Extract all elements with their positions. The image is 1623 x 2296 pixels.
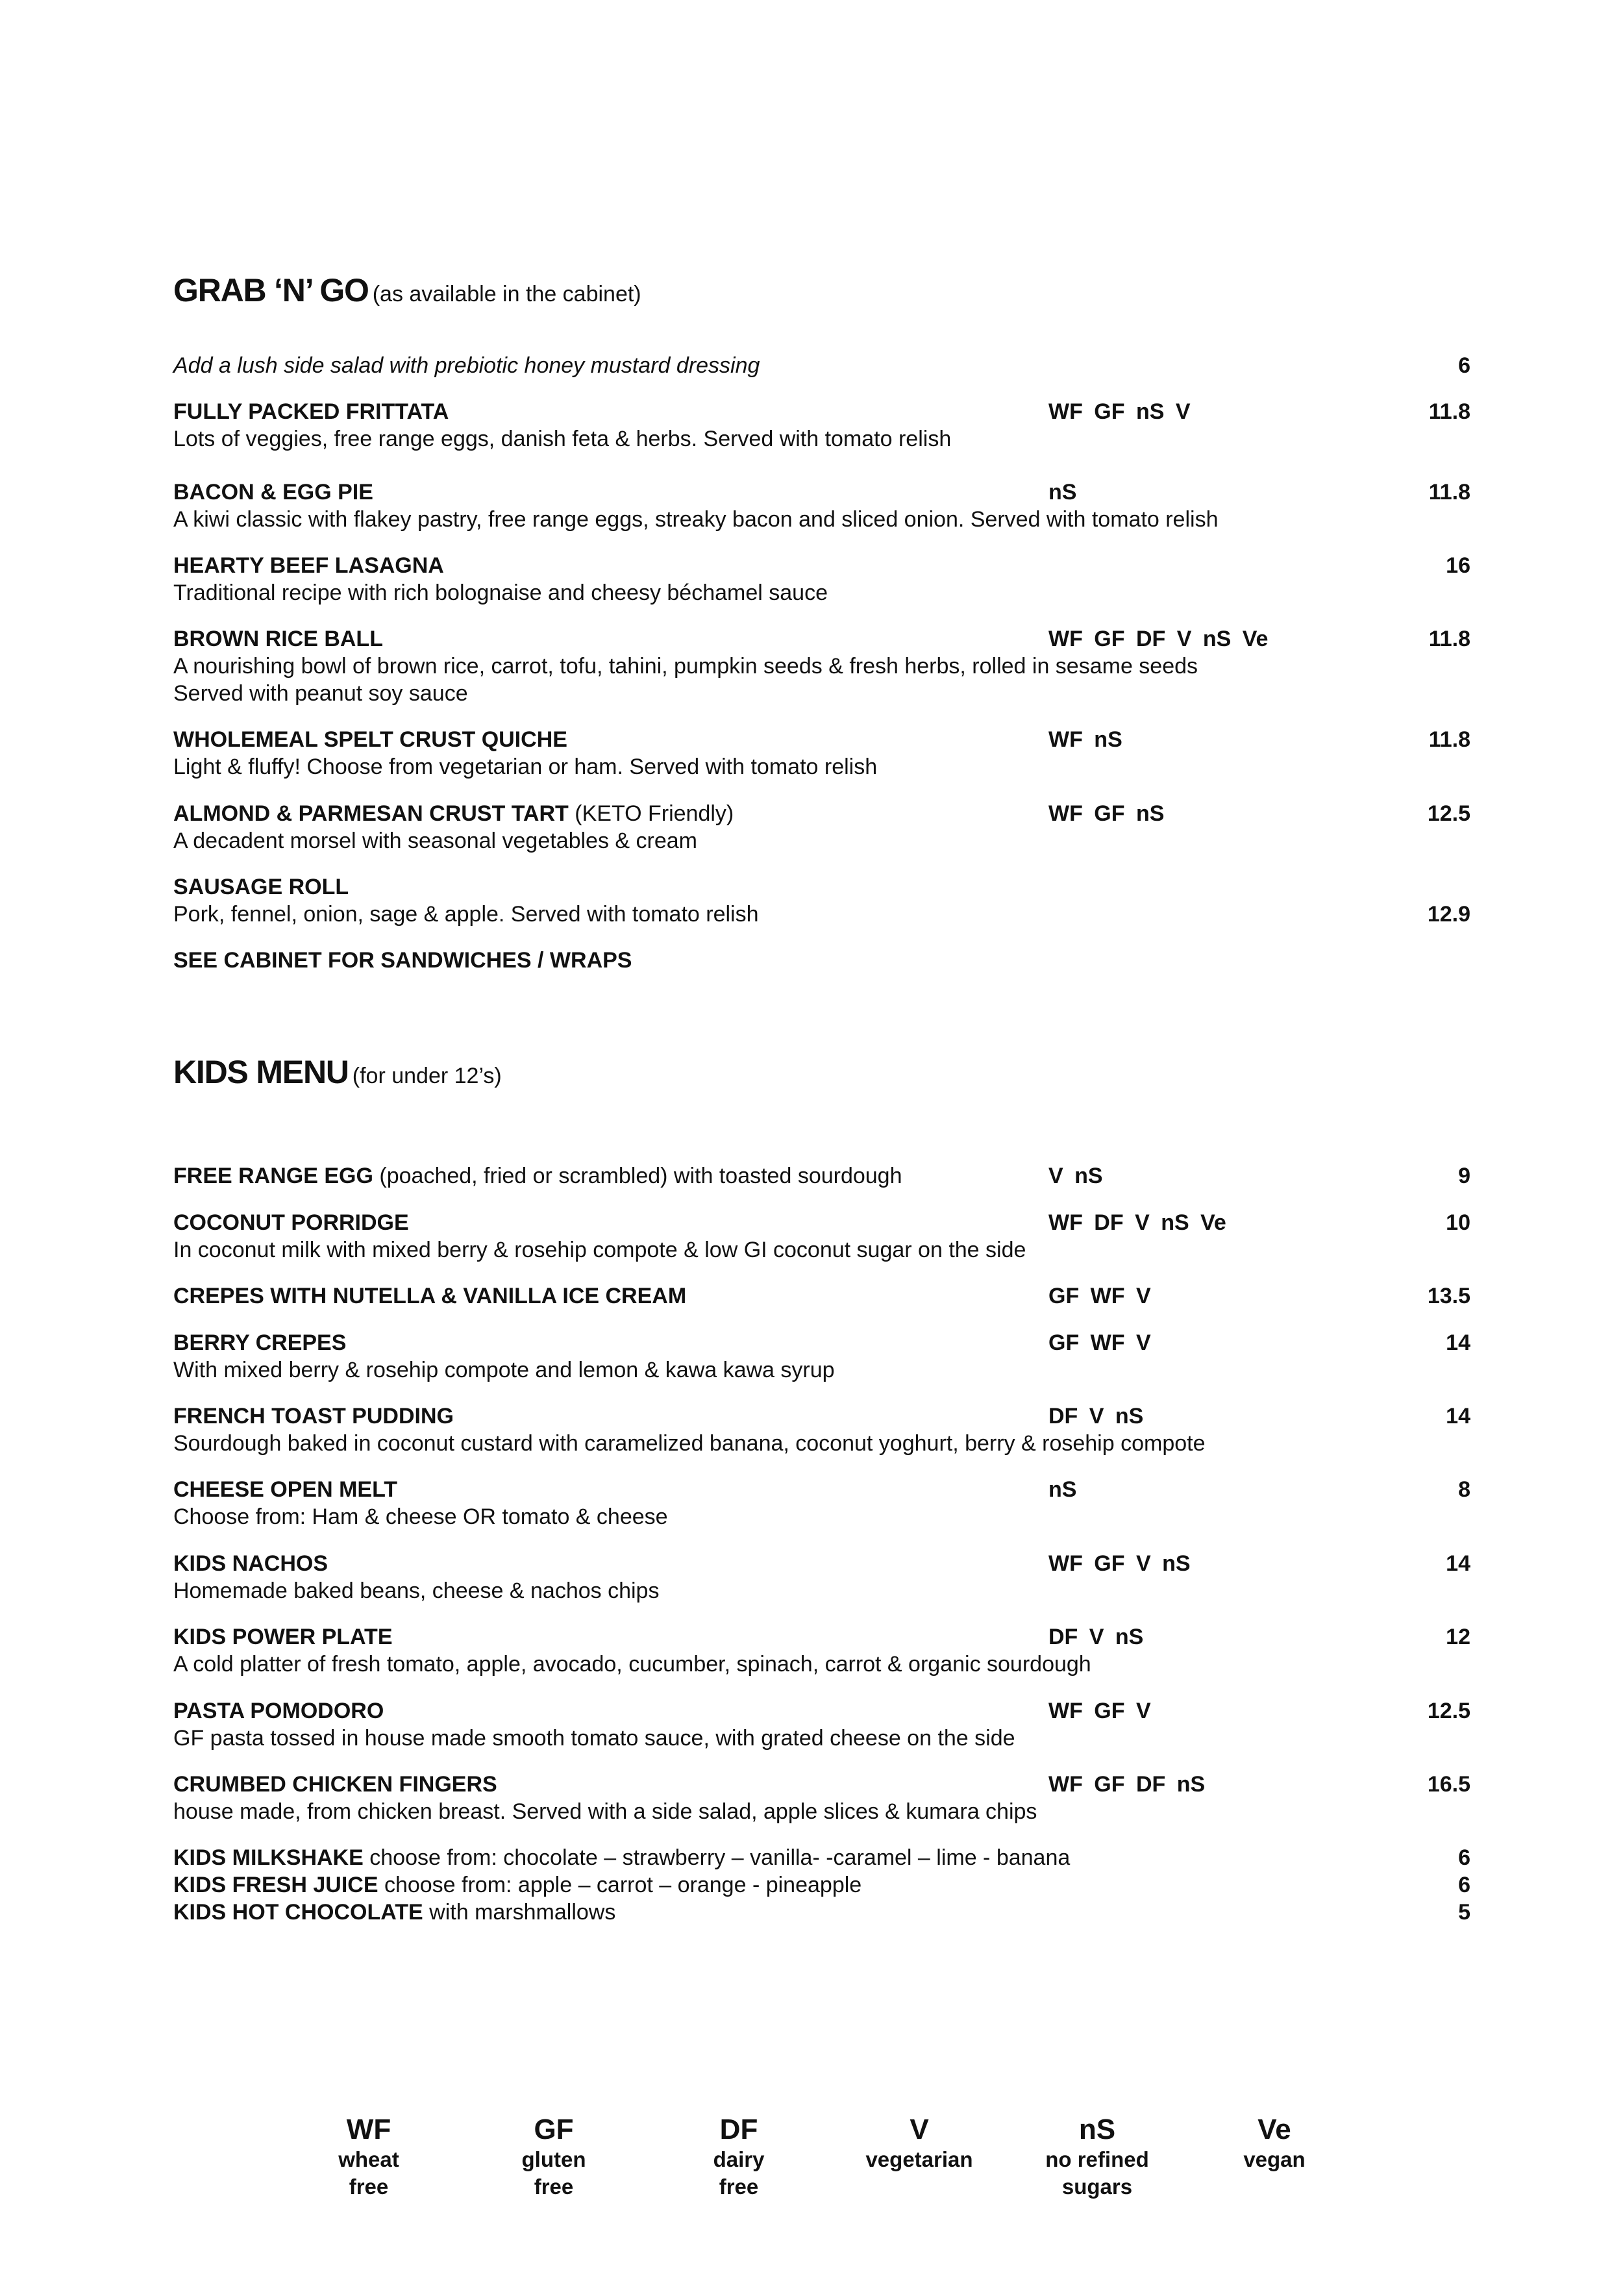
item-dietary-tags: DF V nS [1048,1404,1144,1429]
grab-section-title [173,271,641,309]
legend-code: nS [1078,2114,1116,2145]
item-description: In coconut milk with mixed berry & rosehip compote & low GI coconut sugar on the side [173,1238,1026,1262]
kids-title: KIDS MENU [173,1054,349,1090]
legend-desc: vegan [1243,2147,1306,2171]
item-description: GF pasta tossed in house made smooth tomato sauce, with grated cheese on the side [173,1726,1015,1751]
drink-name-group [173,1871,861,1899]
item-price: 12 [1446,1625,1470,1649]
legend-item-ve [1190,2114,1359,2173]
legend-desc: dairy [713,2147,765,2171]
drink-name: KIDS FRESH JUICE [173,1873,378,1897]
dietary-legend [0,2114,1623,2217]
item-dietary-tags: WF nS [1048,727,1122,752]
legend-item-df [654,2114,823,2201]
item-name: KIDS NACHOS [173,1551,328,1576]
drink-row [173,1899,1470,1926]
item-dietary-tags: WF GF nS [1048,801,1165,826]
menu-item [173,947,1470,974]
menu-item [173,1209,1470,1264]
item-price: 11.8 [1428,399,1470,424]
legend-desc: free [719,2175,759,2199]
item-price: 11.8 [1428,480,1470,505]
item-description: Pork, fennel, onion, sage & apple. Served with tomato relish [173,902,759,927]
menu-item [173,1771,1470,1825]
menu-item [173,1476,1470,1530]
menu-item [173,1162,1470,1190]
item-price: 9 [1458,1164,1470,1188]
item-price: 12.5 [1427,801,1470,826]
kids-subtitle: (for under 12’s) [352,1064,502,1088]
drink-row [173,1871,1470,1899]
item-dietary-tags: WF GF DF V nS Ve [1048,627,1269,651]
legend-code: DF [719,2114,758,2145]
legend-code: WF [346,2114,391,2145]
item-name: WHOLEMEAL SPELT CRUST QUICHE [173,727,567,752]
item-name: ALMOND & PARMESAN CRUST TART [173,801,569,826]
item-name: SEE CABINET FOR SANDWICHES / WRAPS [173,948,632,973]
item-name: BROWN RICE BALL [173,627,383,651]
menu-item [173,479,1470,533]
menu-item [173,625,1470,707]
item-description: A decadent morsel with seasonal vegetables & cream [173,829,698,853]
item-description: house made, from chicken breast. Served with a side salad, apple slices & kumara chips [173,1799,1037,1824]
item-name: KIDS POWER PLATE [173,1625,393,1649]
item-name: FRENCH TOAST PUDDING [173,1404,454,1429]
drink-price: 6 [1458,1845,1470,1870]
legend-desc: free [349,2175,389,2199]
legend-item-wf [284,2114,453,2201]
item-name: COCONUT PORRIDGE [173,1210,409,1235]
item-description: Choose from: Ham & cheese OR tomato & cheese [173,1504,668,1529]
item-description: Served with peanut soy sauce [173,681,468,706]
item-dietary-tags: WF DF V nS Ve [1048,1210,1226,1235]
item-description: A cold platter of fresh tomato, apple, avocado, cucumber, spinach, carrot & organic sourdough [173,1652,1091,1677]
menu-item [173,1282,1470,1310]
drink-row [173,1844,1470,1871]
menu-item [173,1623,1470,1678]
drinks-list [173,1844,1470,1926]
kids-section-title [173,1053,502,1091]
item-price: 14 [1446,1551,1470,1576]
item-description: With mixed berry & rosehip compote and lemon & kawa kawa syrup [173,1358,835,1382]
menu-item [173,1403,1470,1457]
drink-name: KIDS MILKSHAKE [173,1845,364,1870]
grab-title: GRAB ‘N’ GO [173,272,369,308]
item-name: BACON & EGG PIE [173,480,373,505]
item-price: 11.8 [1428,727,1470,752]
item-name: CHEESE OPEN MELT [173,1477,398,1502]
legend-code: V [910,2114,929,2145]
drink-options: choose from: chocolate – strawberry – vanilla- -caramel – lime - banana [369,1845,1071,1870]
drink-name-group [173,1899,615,1926]
legend-desc: no refined [1045,2147,1149,2171]
legend-item-v [835,2114,1004,2173]
menu-item [173,800,1470,855]
item-price: 12.9 [1427,902,1470,927]
item-dietary-tags: GF WF V [1048,1284,1151,1308]
item-price: 12.5 [1427,1699,1470,1723]
item-price: 14 [1446,1404,1470,1429]
item-dietary-tags: WF GF nS V [1048,399,1191,424]
item-name: BERRY CREPES [173,1330,347,1355]
item-description: Sourdough baked in coconut custard with caramelized banana, coconut yoghurt, berry & rosehip compote [173,1431,1206,1456]
drink-options: choose from: apple – carrot – orange - pineapple [384,1873,862,1897]
menu-item [173,1329,1470,1384]
item-price: 16 [1446,553,1470,578]
item-name-note: (poached, fried or scrambled) with toasted sourdough [379,1164,902,1188]
item-price: 10 [1446,1210,1470,1235]
item-dietary-tags: V nS [1048,1164,1103,1188]
menu-item [173,398,1470,453]
menu-item [173,726,1470,780]
legend-code: Ve [1258,2114,1291,2145]
item-name-group [173,1162,902,1190]
item-description: A nourishing bowl of brown rice, carrot, tofu, tahini, pumpkin seeds & fresh herbs, rolled in sesame seeds [173,654,1198,679]
item-price: 14 [1446,1330,1470,1355]
side-salad-line [173,352,1470,379]
item-description: Lots of veggies, free range eggs, danish feta & herbs. Served with tomato relish [173,427,952,451]
drink-name-group [173,1844,1070,1871]
item-name: CREPES WITH NUTELLA & VANILLA ICE CREAM [173,1284,687,1308]
legend-desc: gluten [521,2147,586,2171]
item-dietary-tags: WF GF DF nS [1048,1772,1206,1797]
drink-price: 5 [1458,1900,1470,1925]
legend-desc: wheat [338,2147,399,2171]
menu-item [173,1550,1470,1604]
item-price: 13.5 [1427,1284,1470,1308]
item-price: 8 [1458,1477,1470,1502]
item-dietary-tags: WF GF V nS [1048,1551,1191,1576]
item-price: 16.5 [1427,1772,1470,1797]
side-salad-text: Add a lush side salad with prebiotic honey mustard dressing [173,353,760,378]
item-name: FREE RANGE EGG [173,1164,373,1188]
menu-item [173,873,1470,928]
item-price: 11.8 [1428,627,1470,651]
item-dietary-tags: GF WF V [1048,1330,1151,1355]
item-dietary-tags: DF V nS [1048,1625,1144,1649]
legend-item-gf [469,2114,638,2201]
legend-desc: vegetarian [865,2147,973,2171]
legend-desc: sugars [1061,2175,1133,2199]
menu-item [173,1697,1470,1752]
item-name: PASTA POMODORO [173,1699,384,1723]
item-name: HEARTY BEEF LASAGNA [173,553,444,578]
drink-options: with marshmallows [429,1900,616,1925]
legend-item-ns [1013,2114,1182,2201]
side-salad-price: 6 [1458,353,1470,378]
drink-price: 6 [1458,1873,1470,1897]
item-dietary-tags: WF GF V [1048,1699,1151,1723]
item-name-note: (KETO Friendly) [575,801,734,826]
grab-subtitle: (as available in the cabinet) [372,282,641,306]
item-description: A kiwi classic with flakey pastry, free range eggs, streaky bacon and sliced onion. Served with tomato relish [173,507,1219,532]
legend-code: GF [534,2114,574,2145]
menu-item [173,552,1470,606]
item-name-group [173,800,734,827]
item-description: Homemade baked beans, cheese & nachos chips [173,1578,660,1603]
item-name: SAUSAGE ROLL [173,875,349,899]
item-dietary-tags: nS [1048,1477,1077,1502]
item-name: FULLY PACKED FRITTATA [173,399,449,424]
item-dietary-tags: nS [1048,480,1077,505]
legend-desc: free [534,2175,574,2199]
item-description: Traditional recipe with rich bolognaise and cheesy béchamel sauce [173,580,828,605]
item-name: CRUMBED CHICKEN FINGERS [173,1772,497,1797]
item-description: Light & fluffy! Choose from vegetarian or ham. Served with tomato relish [173,755,878,779]
drink-name: KIDS HOT CHOCOLATE [173,1900,423,1925]
